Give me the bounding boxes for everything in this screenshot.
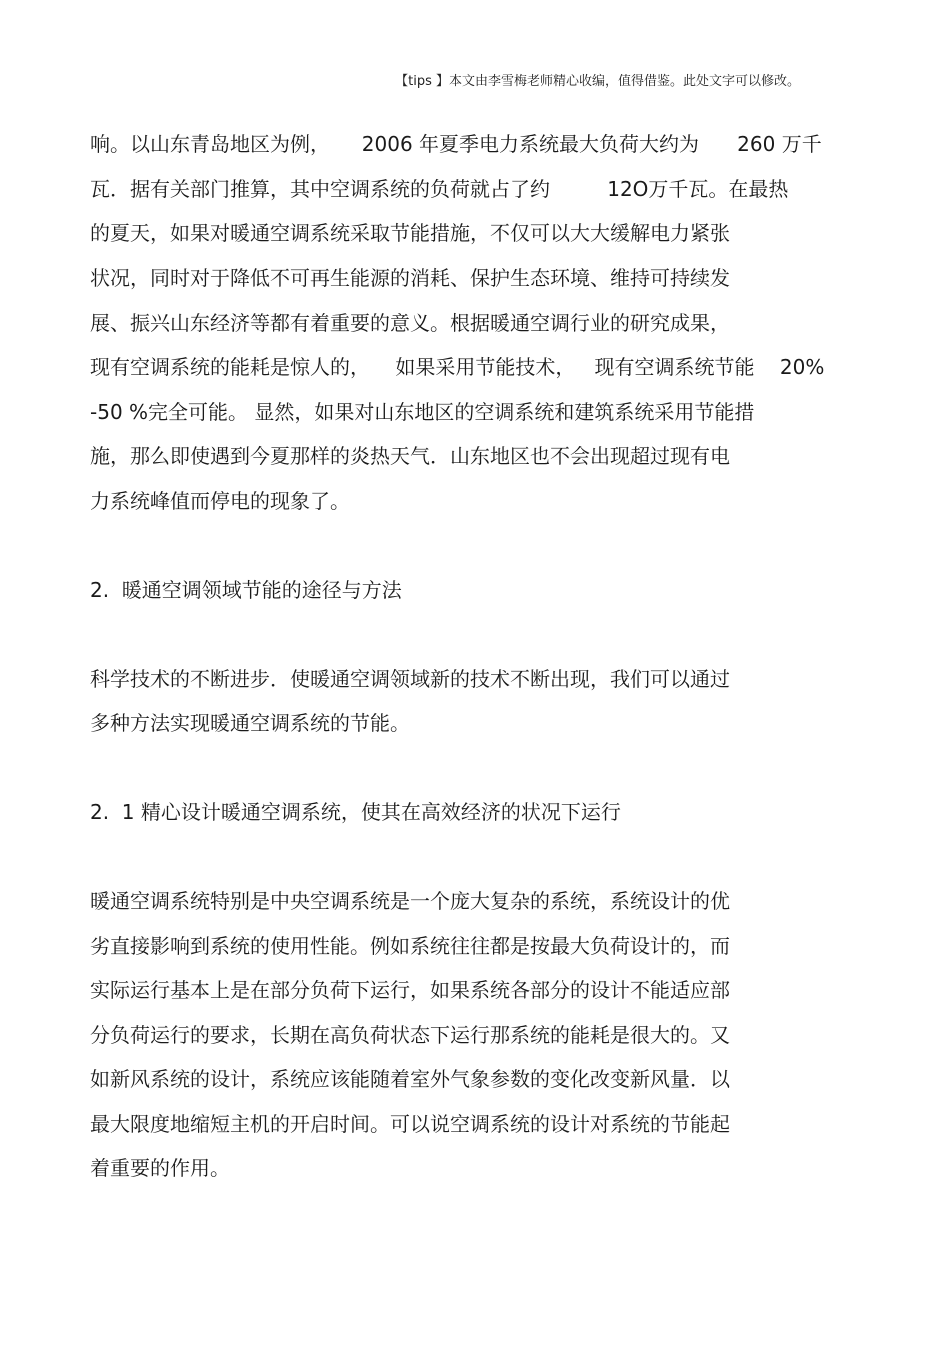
paragraph-line: 力系统峰值而停电的现象了。 — [90, 489, 350, 513]
paragraph-line: 状况，同时对于降低不可再生能源的消耗、保护生态环境、维持可持续发 — [90, 266, 730, 290]
paragraph-line: -50 %完全可能。 显然，如果对山东地区的空调系统和建筑系统采用节能措 — [90, 400, 755, 424]
paragraph-line: 实际运行基本上是在部分负荷下运行，如果系统各部分的设计不能适应部 — [90, 978, 730, 1002]
paragraph-line: 响。以山东青岛地区为例， 2006 年夏季电力系统最大负荷大约为 260 万千 — [90, 132, 822, 156]
paragraph-line: 着重要的作用。 — [90, 1156, 230, 1180]
paragraph-line: 展、振兴山东经济等都有着重要的意义。根据暖通空调行业的研究成果， — [90, 311, 730, 335]
paragraph-line: 如新风系统的设计，系统应该能随着室外气象参数的变化改变新风量．以 — [90, 1067, 730, 1091]
paragraph-line: 现有空调系统的能耗是惊人的， 如果采用节能技术， 现有空调系统节能 20% — [90, 355, 825, 379]
section-heading-2-1: 2. 1 精心设计暖通空调系统，使其在高效经济的状况下运行 — [90, 800, 621, 824]
section-heading-2: 2. 暖通空调领域节能的途径与方法 — [90, 578, 402, 602]
paragraph-line: 科学技术的不断进步．使暖通空调领域新的技术不断出现，我们可以通过 — [90, 667, 730, 691]
paragraph-line: 的夏天，如果对暖通空调系统采取节能措施，不仅可以大大缓解电力紧张 — [90, 221, 730, 245]
paragraph-line: 施，那么即使遇到今夏那样的炎热天气．山东地区也不会出现超过现有电 — [90, 444, 730, 468]
paragraph-line: 分负荷运行的要求，长期在高负荷状态下运行那系统的能耗是很大的。又 — [90, 1023, 730, 1047]
tips-header: 【tips 】本文由李雪梅老师精心收编，值得借鉴。此处文字可以修改。 — [395, 74, 800, 89]
paragraph-line: 瓦．据有关部门推算，其中空调系统的负荷就占了约 12O万千瓦。在最热 — [90, 177, 789, 201]
paragraph-line: 最大限度地缩短主机的开启时间。可以说空调系统的设计对系统的节能起 — [90, 1112, 730, 1136]
paragraph-line: 劣直接影响到系统的使用性能。例如系统往往都是按最大负荷设计的，而 — [90, 934, 730, 958]
paragraph-line: 暖通空调系统特别是中央空调系统是一个庞大复杂的系统，系统设计的优 — [90, 889, 730, 913]
paragraph-line: 多种方法实现暖通空调系统的节能。 — [90, 711, 410, 735]
